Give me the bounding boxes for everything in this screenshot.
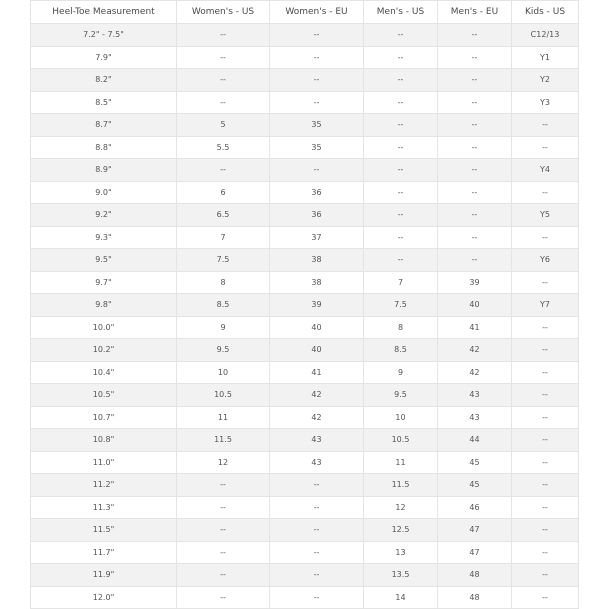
- cell-mens-eu: 45: [438, 474, 512, 497]
- cell-womens-us: 11.5: [177, 429, 270, 452]
- cell-mens-eu: 43: [438, 384, 512, 407]
- cell-mens-eu: 39: [438, 271, 512, 294]
- table-row: [31, 24, 579, 47]
- cell-mens-eu: --: [438, 181, 512, 204]
- cell-kids-us: --: [512, 519, 579, 542]
- cell-womens-eu: 39: [270, 294, 364, 317]
- header-row: [31, 1, 579, 24]
- cell-kids-us: --: [512, 406, 579, 429]
- cell-heel-toe-measurement: 8.7": [31, 114, 177, 137]
- column-header-heel-toe-measurement: Heel-Toe Measurement: [31, 1, 177, 24]
- cell-womens-us: --: [177, 474, 270, 497]
- cell-heel-toe-measurement: 8.2": [31, 69, 177, 92]
- table-row: [31, 159, 579, 182]
- table-row: [31, 181, 579, 204]
- cell-mens-us: 8.5: [364, 339, 438, 362]
- cell-mens-us: 7: [364, 271, 438, 294]
- cell-womens-us: 8.5: [177, 294, 270, 317]
- cell-kids-us: Y6: [512, 249, 579, 272]
- cell-kids-us: --: [512, 361, 579, 384]
- cell-mens-us: 14: [364, 586, 438, 609]
- cell-womens-us: --: [177, 564, 270, 587]
- cell-heel-toe-measurement: 10.8": [31, 429, 177, 452]
- cell-kids-us: --: [512, 114, 579, 137]
- cell-womens-us: 6.5: [177, 204, 270, 227]
- cell-womens-eu: --: [270, 91, 364, 114]
- cell-kids-us: Y4: [512, 159, 579, 182]
- cell-heel-toe-measurement: 11.7": [31, 541, 177, 564]
- cell-heel-toe-measurement: 10.0": [31, 316, 177, 339]
- table-header: [31, 1, 579, 24]
- cell-mens-us: --: [364, 159, 438, 182]
- table-body: [31, 24, 579, 609]
- cell-heel-toe-measurement: 9.7": [31, 271, 177, 294]
- cell-mens-us: 11: [364, 451, 438, 474]
- cell-mens-eu: 48: [438, 564, 512, 587]
- table-row: [31, 564, 579, 587]
- cell-heel-toe-measurement: 9.2": [31, 204, 177, 227]
- cell-mens-eu: --: [438, 249, 512, 272]
- column-header-mens-us: Men's - US: [364, 1, 438, 24]
- cell-womens-eu: 36: [270, 181, 364, 204]
- cell-heel-toe-measurement: 7.2" - 7.5": [31, 24, 177, 47]
- cell-kids-us: --: [512, 181, 579, 204]
- cell-womens-eu: --: [270, 24, 364, 47]
- column-header-kids-us: Kids - US: [512, 1, 579, 24]
- cell-womens-us: 9: [177, 316, 270, 339]
- cell-womens-us: 10: [177, 361, 270, 384]
- table-row: [31, 451, 579, 474]
- cell-mens-eu: --: [438, 24, 512, 47]
- cell-womens-us: 10.5: [177, 384, 270, 407]
- cell-womens-us: 11: [177, 406, 270, 429]
- cell-heel-toe-measurement: 8.9": [31, 159, 177, 182]
- cell-mens-us: 9.5: [364, 384, 438, 407]
- cell-womens-eu: 43: [270, 429, 364, 452]
- cell-mens-us: 9: [364, 361, 438, 384]
- table-row: [31, 361, 579, 384]
- cell-mens-eu: 48: [438, 586, 512, 609]
- cell-womens-eu: 40: [270, 316, 364, 339]
- cell-mens-us: 11.5: [364, 474, 438, 497]
- size-chart-table: [30, 0, 579, 609]
- cell-heel-toe-measurement: 11.3": [31, 496, 177, 519]
- cell-kids-us: Y5: [512, 204, 579, 227]
- cell-womens-us: --: [177, 24, 270, 47]
- cell-womens-eu: 36: [270, 204, 364, 227]
- cell-mens-us: --: [364, 226, 438, 249]
- cell-heel-toe-measurement: 10.5": [31, 384, 177, 407]
- cell-mens-eu: 41: [438, 316, 512, 339]
- cell-womens-eu: --: [270, 474, 364, 497]
- cell-mens-eu: 44: [438, 429, 512, 452]
- cell-womens-eu: 42: [270, 384, 364, 407]
- cell-heel-toe-measurement: 7.9": [31, 46, 177, 69]
- cell-heel-toe-measurement: 11.0": [31, 451, 177, 474]
- table-row: [31, 204, 579, 227]
- cell-kids-us: Y7: [512, 294, 579, 317]
- cell-womens-us: 9.5: [177, 339, 270, 362]
- cell-heel-toe-measurement: 8.8": [31, 136, 177, 159]
- table-row: [31, 114, 579, 137]
- cell-womens-us: --: [177, 519, 270, 542]
- cell-heel-toe-measurement: 8.5": [31, 91, 177, 114]
- cell-mens-us: --: [364, 114, 438, 137]
- cell-mens-eu: --: [438, 91, 512, 114]
- cell-kids-us: --: [512, 564, 579, 587]
- cell-womens-eu: 38: [270, 249, 364, 272]
- cell-mens-us: 13.5: [364, 564, 438, 587]
- cell-mens-eu: 42: [438, 339, 512, 362]
- table-row: [31, 226, 579, 249]
- cell-heel-toe-measurement: 10.4": [31, 361, 177, 384]
- table-row: [31, 474, 579, 497]
- cell-mens-eu: --: [438, 69, 512, 92]
- cell-womens-us: 7.5: [177, 249, 270, 272]
- cell-mens-eu: 45: [438, 451, 512, 474]
- table-row: [31, 339, 579, 362]
- cell-womens-eu: 40: [270, 339, 364, 362]
- cell-heel-toe-measurement: 9.8": [31, 294, 177, 317]
- cell-womens-us: --: [177, 159, 270, 182]
- cell-kids-us: Y2: [512, 69, 579, 92]
- table-row: [31, 91, 579, 114]
- cell-heel-toe-measurement: 11.2": [31, 474, 177, 497]
- cell-kids-us: --: [512, 451, 579, 474]
- table-row: [31, 384, 579, 407]
- cell-mens-us: 12: [364, 496, 438, 519]
- cell-heel-toe-measurement: 10.2": [31, 339, 177, 362]
- cell-kids-us: C12/13: [512, 24, 579, 47]
- cell-mens-eu: --: [438, 204, 512, 227]
- cell-kids-us: --: [512, 339, 579, 362]
- table-row: [31, 496, 579, 519]
- cell-mens-us: 12.5: [364, 519, 438, 542]
- cell-mens-us: --: [364, 46, 438, 69]
- cell-heel-toe-measurement: 9.3": [31, 226, 177, 249]
- cell-heel-toe-measurement: 9.5": [31, 249, 177, 272]
- cell-womens-eu: 37: [270, 226, 364, 249]
- cell-womens-eu: --: [270, 519, 364, 542]
- cell-mens-us: --: [364, 204, 438, 227]
- cell-kids-us: --: [512, 541, 579, 564]
- cell-womens-us: 5: [177, 114, 270, 137]
- cell-heel-toe-measurement: 11.9": [31, 564, 177, 587]
- cell-womens-eu: 35: [270, 136, 364, 159]
- table-row: [31, 69, 579, 92]
- cell-mens-us: --: [364, 91, 438, 114]
- cell-kids-us: Y1: [512, 46, 579, 69]
- cell-womens-us: --: [177, 46, 270, 69]
- cell-womens-us: 7: [177, 226, 270, 249]
- cell-mens-us: --: [364, 24, 438, 47]
- cell-kids-us: Y3: [512, 91, 579, 114]
- cell-heel-toe-measurement: 9.0": [31, 181, 177, 204]
- cell-womens-us: 5.5: [177, 136, 270, 159]
- cell-womens-us: 6: [177, 181, 270, 204]
- table-row: [31, 406, 579, 429]
- cell-womens-us: --: [177, 496, 270, 519]
- cell-womens-eu: 35: [270, 114, 364, 137]
- cell-mens-us: --: [364, 69, 438, 92]
- table-row: [31, 136, 579, 159]
- cell-womens-eu: --: [270, 541, 364, 564]
- cell-womens-us: --: [177, 586, 270, 609]
- cell-womens-eu: 42: [270, 406, 364, 429]
- cell-kids-us: --: [512, 384, 579, 407]
- table-row: [31, 429, 579, 452]
- table-row: [31, 586, 579, 609]
- cell-mens-eu: --: [438, 114, 512, 137]
- table-row: [31, 316, 579, 339]
- cell-kids-us: --: [512, 474, 579, 497]
- cell-womens-us: --: [177, 541, 270, 564]
- cell-heel-toe-measurement: 12.0": [31, 586, 177, 609]
- cell-mens-us: 13: [364, 541, 438, 564]
- cell-mens-eu: --: [438, 136, 512, 159]
- cell-womens-us: 8: [177, 271, 270, 294]
- table-row: [31, 271, 579, 294]
- cell-womens-eu: --: [270, 564, 364, 587]
- cell-mens-eu: --: [438, 159, 512, 182]
- cell-womens-eu: 41: [270, 361, 364, 384]
- cell-mens-eu: 42: [438, 361, 512, 384]
- column-header-womens-us: Women's - US: [177, 1, 270, 24]
- cell-womens-eu: 43: [270, 451, 364, 474]
- cell-womens-eu: --: [270, 496, 364, 519]
- cell-kids-us: --: [512, 271, 579, 294]
- cell-womens-us: --: [177, 91, 270, 114]
- cell-mens-eu: 43: [438, 406, 512, 429]
- cell-kids-us: --: [512, 496, 579, 519]
- table-row: [31, 249, 579, 272]
- cell-kids-us: --: [512, 429, 579, 452]
- cell-kids-us: --: [512, 136, 579, 159]
- cell-heel-toe-measurement: 10.7": [31, 406, 177, 429]
- cell-womens-us: 12: [177, 451, 270, 474]
- cell-mens-us: --: [364, 249, 438, 272]
- cell-mens-us: 10.5: [364, 429, 438, 452]
- cell-womens-us: --: [177, 69, 270, 92]
- column-header-mens-eu: Men's - EU: [438, 1, 512, 24]
- table-row: [31, 519, 579, 542]
- cell-mens-us: 7.5: [364, 294, 438, 317]
- cell-womens-eu: --: [270, 586, 364, 609]
- cell-mens-eu: 47: [438, 519, 512, 542]
- cell-heel-toe-measurement: 11.5": [31, 519, 177, 542]
- table-row: [31, 294, 579, 317]
- table-row: [31, 46, 579, 69]
- cell-mens-eu: --: [438, 226, 512, 249]
- cell-womens-eu: --: [270, 159, 364, 182]
- cell-kids-us: --: [512, 586, 579, 609]
- cell-kids-us: --: [512, 226, 579, 249]
- cell-mens-us: 10: [364, 406, 438, 429]
- cell-mens-eu: 40: [438, 294, 512, 317]
- cell-womens-eu: --: [270, 69, 364, 92]
- cell-kids-us: --: [512, 316, 579, 339]
- cell-mens-eu: 46: [438, 496, 512, 519]
- cell-mens-us: --: [364, 181, 438, 204]
- table-row: [31, 541, 579, 564]
- cell-womens-eu: 38: [270, 271, 364, 294]
- cell-mens-us: 8: [364, 316, 438, 339]
- cell-mens-us: --: [364, 136, 438, 159]
- cell-mens-eu: 47: [438, 541, 512, 564]
- column-header-womens-eu: Women's - EU: [270, 1, 364, 24]
- cell-womens-eu: --: [270, 46, 364, 69]
- cell-mens-eu: --: [438, 46, 512, 69]
